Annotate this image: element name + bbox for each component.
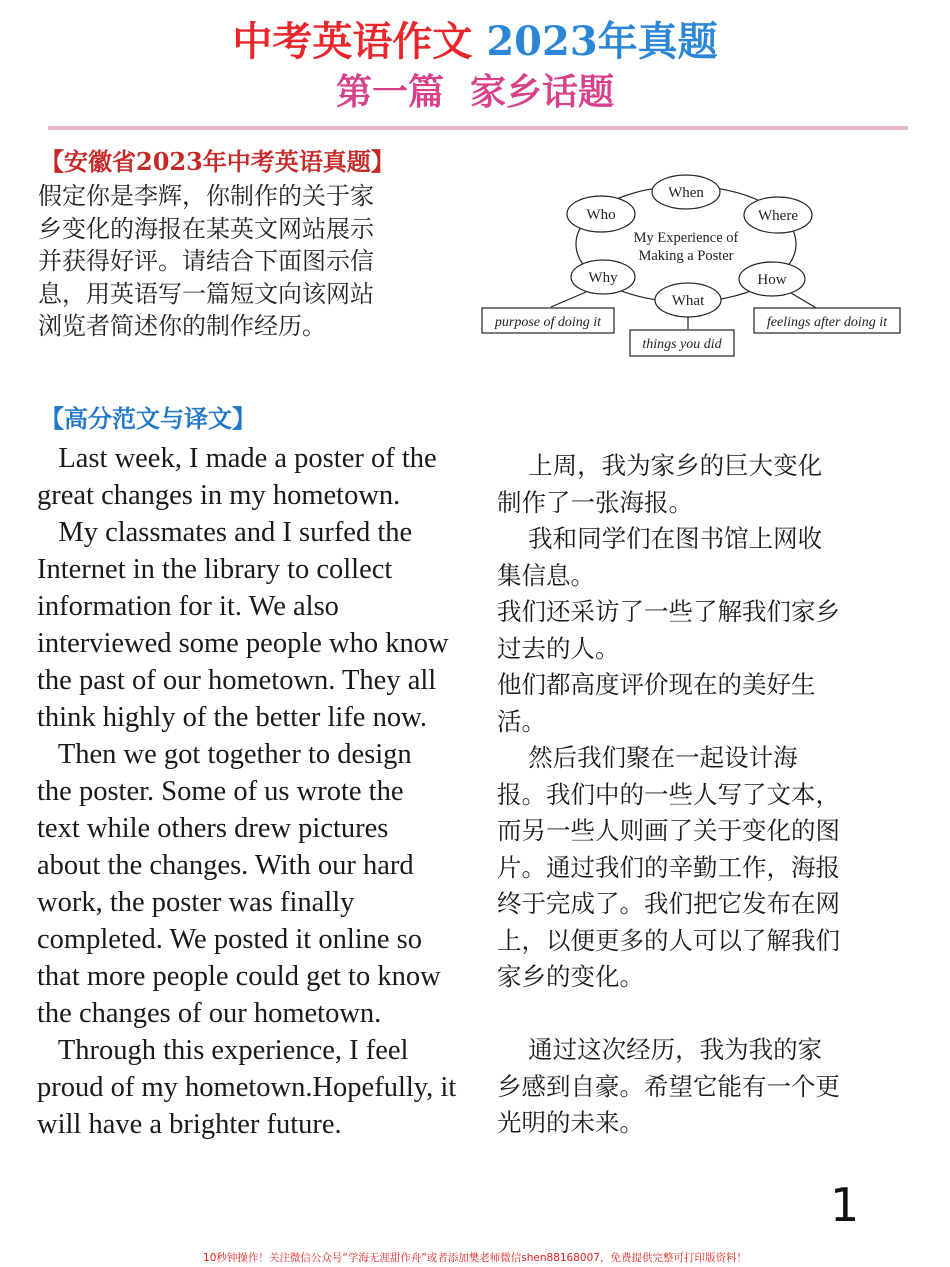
connector-how xyxy=(791,293,818,309)
translation-line xyxy=(497,996,927,1033)
essay-line: the changes of our hometown. xyxy=(37,998,382,1029)
title-blue: 2023年真题 xyxy=(486,18,718,65)
task-section-label: 【安徽省2023年中考英语真题】 xyxy=(40,147,395,176)
chinese-translation xyxy=(497,448,927,1142)
translation-line: 过去的人。 xyxy=(497,633,620,663)
diagram-center-line1: My Experience of xyxy=(633,230,739,246)
essay-line: Then we got together to design xyxy=(37,739,412,770)
essay-line: great changes in my hometown. xyxy=(37,480,401,511)
translation-line: 我们还采访了一些了解我们家乡 xyxy=(497,597,840,626)
english-essay xyxy=(37,440,487,1143)
node-where-label: Where xyxy=(758,208,798,224)
essay-section-label: 【高分范文与译文】 xyxy=(40,404,256,433)
box-how-label: feelings after doing it xyxy=(766,315,888,330)
essay-line: completed. We posted it online so xyxy=(37,924,423,955)
prompt-line: 息，用英语写一篇短文向该网站 xyxy=(38,279,374,308)
translation-line: 制作了一张海报。 xyxy=(497,487,693,517)
box-why-label: purpose of doing it xyxy=(494,315,602,330)
translation-line: 然后我们聚在一起设计海 xyxy=(497,743,798,772)
translation-line: 上，以便更多的人可以了解我们 xyxy=(497,925,840,955)
node-why-label: Why xyxy=(588,270,618,286)
translation-line: 乡感到自豪。希望它能有一个更 xyxy=(497,1071,840,1101)
translation-line: 他们都高度评价现在的美好生 xyxy=(497,670,816,699)
title-red: 中考英语作文 xyxy=(232,18,473,65)
essay-line: information for it. We also xyxy=(37,591,339,622)
prompt-line: 乡变化的海报在某英文网站展示 xyxy=(38,214,374,243)
prompt-line: 假定你是李辉，你制作的关于家 xyxy=(38,182,374,210)
node-who-label: Who xyxy=(586,207,616,223)
essay-line: interviewed some people who know xyxy=(37,628,449,659)
translation-line: 我和同学们在图书馆上网收 xyxy=(497,524,823,553)
essay-line: Last week, I made a poster of the xyxy=(37,443,437,474)
essay-line: work, the poster was finally xyxy=(37,887,355,918)
translation-line: 终于完成了。我们把它发布在网 xyxy=(497,889,840,918)
essay-line: the poster. Some of us wrote the xyxy=(37,776,404,807)
essay-line: will have a brighter future. xyxy=(37,1109,342,1140)
essay-line: My classmates and I surfed the xyxy=(37,517,413,548)
page-number: 1 xyxy=(830,1178,860,1232)
prompt-line: 浏览者简述你的制作经历。 xyxy=(38,312,326,340)
translation-line: 光明的未来。 xyxy=(497,1108,644,1137)
essay-line: about the changes. With our hard xyxy=(37,850,414,881)
essay-line: think highly of the better life now. xyxy=(37,702,427,733)
subtitle-part2: 家乡话题 xyxy=(470,71,615,113)
essay-line: proud of my hometown.Hopefully, it xyxy=(37,1072,457,1103)
essay-line: text while others drew pictures xyxy=(37,813,389,844)
translation-line: 上周，我为家乡的巨大变化 xyxy=(497,451,823,480)
essay-line: the past of our hometown. They all xyxy=(37,665,437,696)
task-prompt xyxy=(38,180,470,343)
header-divider xyxy=(48,126,908,130)
translation-line: 家乡的变化。 xyxy=(497,962,644,991)
translation-line: 报。我们中的一些人写了文本， xyxy=(497,779,840,809)
connector-why xyxy=(551,292,586,307)
translation-line: 而另一些人则画了关于变化的图 xyxy=(497,816,840,845)
translation-line: 活。 xyxy=(497,706,546,736)
prompt-line: 并获得好评。请结合下面图示信 xyxy=(38,247,374,275)
mind-map-diagram xyxy=(476,170,912,370)
node-how-label: How xyxy=(757,272,787,288)
translation-line: 片。通过我们的辛勤工作，海报 xyxy=(497,852,840,882)
node-what-label: What xyxy=(671,293,705,309)
diagram-center-line2: Making a Poster xyxy=(638,248,734,264)
essay-line: Internet in the library to collect xyxy=(37,554,393,585)
page-title xyxy=(0,14,950,70)
essay-line: Through this experience, I feel xyxy=(37,1035,409,1066)
translation-line: 通过这次经历，我为我的家 xyxy=(497,1035,823,1064)
node-when-label: When xyxy=(668,185,704,201)
page-subtitle xyxy=(0,68,950,116)
footer-notice: 10秒钟操作！关注微信公众号“学海无涯甜作舟”或者添加樊老师微信shen88168007，免费提供完整可打印版资料！ xyxy=(203,1252,747,1264)
translation-line: 集信息。 xyxy=(497,560,595,590)
essay-line: that more people could get to know xyxy=(37,961,441,992)
subtitle-part1: 第一篇 xyxy=(335,71,444,113)
box-what-label: things you did xyxy=(642,337,722,352)
